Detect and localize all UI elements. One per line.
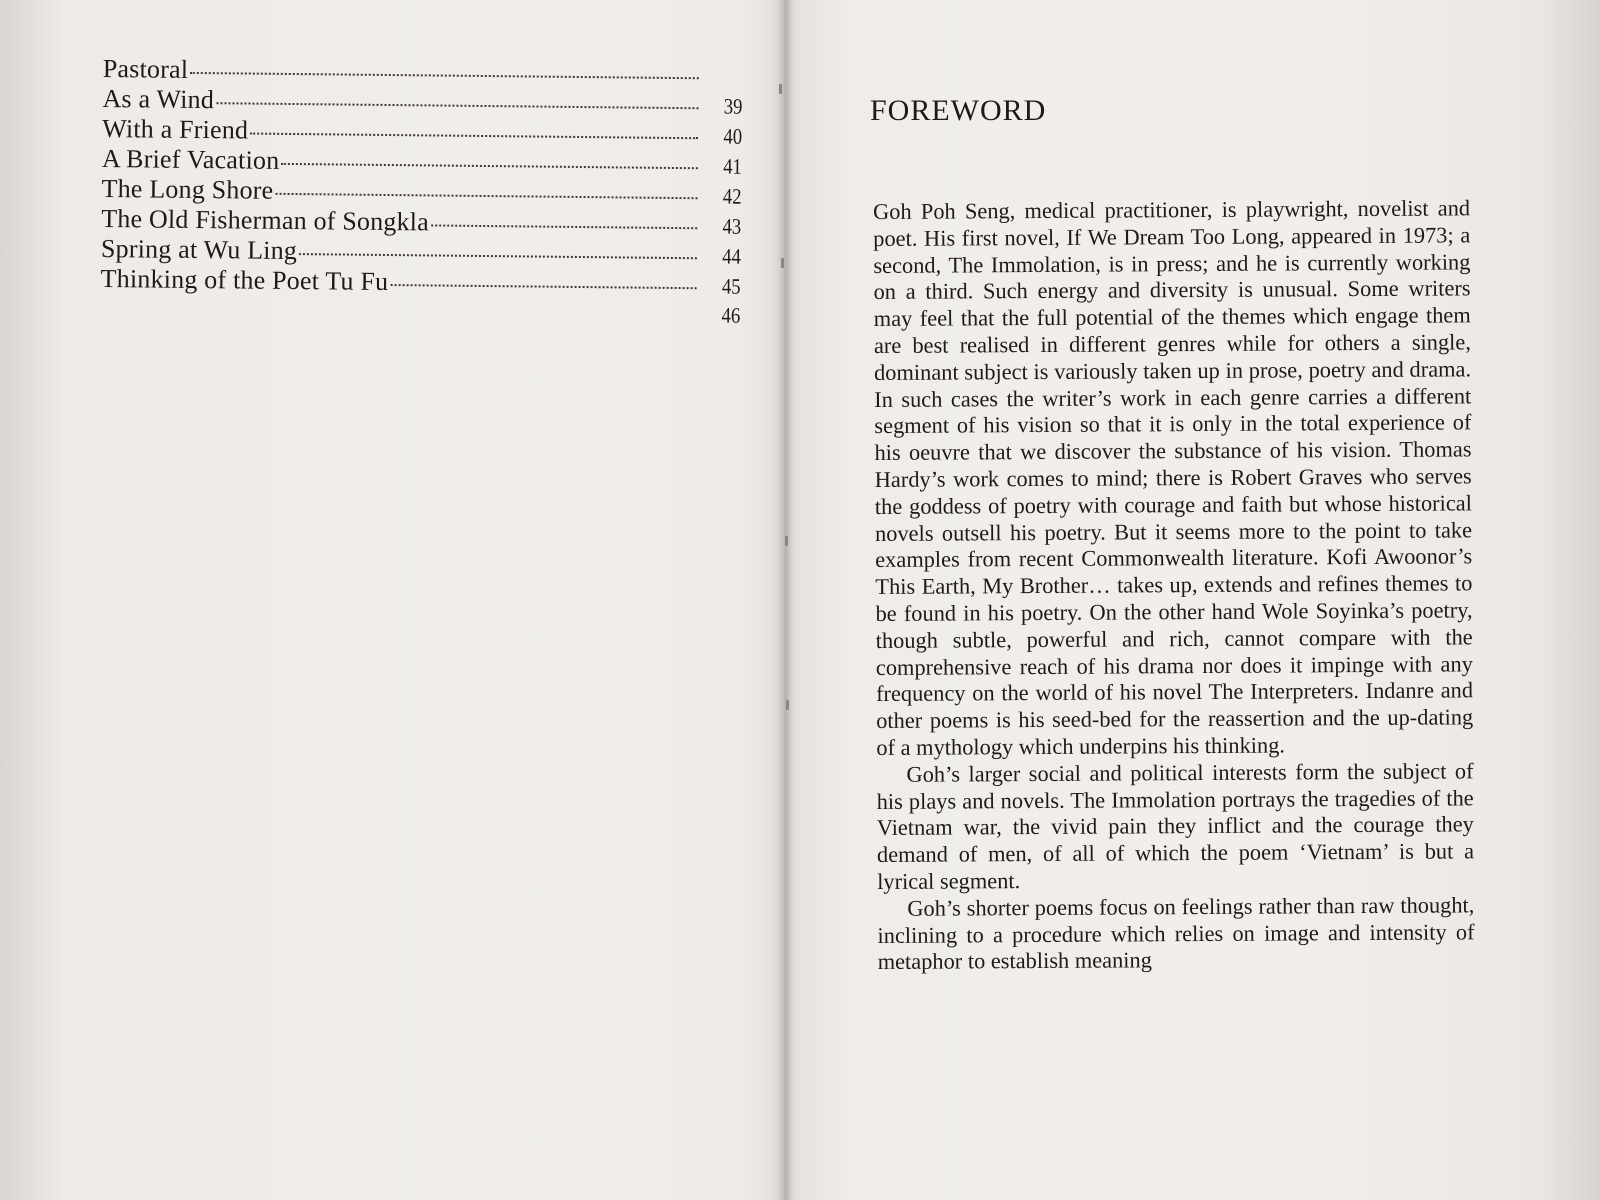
toc-entry-page: 39 bbox=[723, 93, 743, 119]
table-of-contents bbox=[100, 54, 743, 331]
foreword-paragraph: Goh Poh Seng, medical practitioner, is playwright, novelist and poet. His first novel, If We Dream Too Long, appeared in 1973; a second, The Immolation, is in press; and he is currently working on a third. Such energy and diversity is unusual. Some writers may feel that the full potential of the themes which engage them are best realised in different genres while for others a single, dominant subject is variously taken up in prose, poetry and drama. In such cases the writer’s work in each genre carries a different segment of his vision so that it is only in the total experience of his oeuvre that we discover the substance of his vision. Thomas Hardy’s work comes to mind; there is Robert Graves who serves the goddess of poetry with courage and faith but whose historical novels outsell his poetry. But it seems more to the point to take examples from recent Commonwealth literature. Kofi Awoonor’s This Earth, My Brother… takes up, extends and refines themes to be found in his poetry. On the other hand Wole Soyinka’s poetry, though subtle, powerful and rich, cannot compare with the comprehensive reach of his drama nor does it impinge with any frequency on the world of his novel The Interpreters. Indanre and other poems is his seed-bed for the reassertion and the up-dating of a mythology which underpins his thinking. bbox=[873, 195, 1474, 760]
toc-entry-title: A Brief Vacation bbox=[101, 143, 280, 175]
binding-mark bbox=[786, 700, 789, 710]
foreword-paragraph: Goh’s shorter poems focus on feelings rather than raw thought, inclining to a procedure which relies on image and intensity of metaphor to establish meaning bbox=[877, 892, 1475, 975]
toc-entry-page: 46 bbox=[721, 302, 741, 328]
toc-leader-dots bbox=[431, 224, 697, 229]
toc-entry-page: 42 bbox=[722, 183, 742, 209]
toc-entry-title: As a Wind bbox=[102, 83, 215, 115]
binding-mark bbox=[785, 536, 788, 546]
toc-entry-title: The Long Shore bbox=[101, 173, 274, 205]
foreword-paragraph: Goh’s larger social and political interests form the subject of his plays and novels. The Immolation portrays the tragedies of the Vietnam war, the vivid pain they inflict and the courage they demand of men, of all of which the poem ‘Vietnam’ is but a lyrical segment. bbox=[876, 758, 1475, 894]
toc-entry-title: Thinking of the Poet Tu Fu bbox=[100, 263, 389, 296]
toc-entry-page: 45 bbox=[721, 273, 741, 299]
toc-entry-title: The Old Fisherman of Songkla bbox=[101, 203, 430, 237]
toc-leader-dots bbox=[275, 193, 697, 199]
toc-leader-dots bbox=[250, 133, 698, 140]
toc-leader-dots bbox=[281, 163, 698, 169]
foreword-body bbox=[873, 195, 1475, 976]
toc-leader-dots bbox=[390, 284, 696, 289]
toc-entry-title: With a Friend bbox=[102, 113, 249, 145]
toc-leader-dots bbox=[216, 102, 698, 109]
toc-leader-dots bbox=[190, 72, 699, 79]
toc-entry-title: Pastoral bbox=[102, 54, 189, 84]
toc-entry-page: 43 bbox=[722, 213, 742, 239]
toc-entry-page: 41 bbox=[723, 153, 742, 179]
toc-leader-dots bbox=[299, 253, 697, 259]
binding-mark bbox=[779, 84, 782, 94]
foreword-heading: FOREWORD bbox=[870, 94, 1047, 127]
toc-entry-page: 40 bbox=[723, 123, 743, 149]
binding-mark bbox=[781, 258, 784, 268]
toc-entry-page: 44 bbox=[722, 243, 742, 269]
toc-entry-title: Spring at Wu Ling bbox=[100, 233, 298, 266]
